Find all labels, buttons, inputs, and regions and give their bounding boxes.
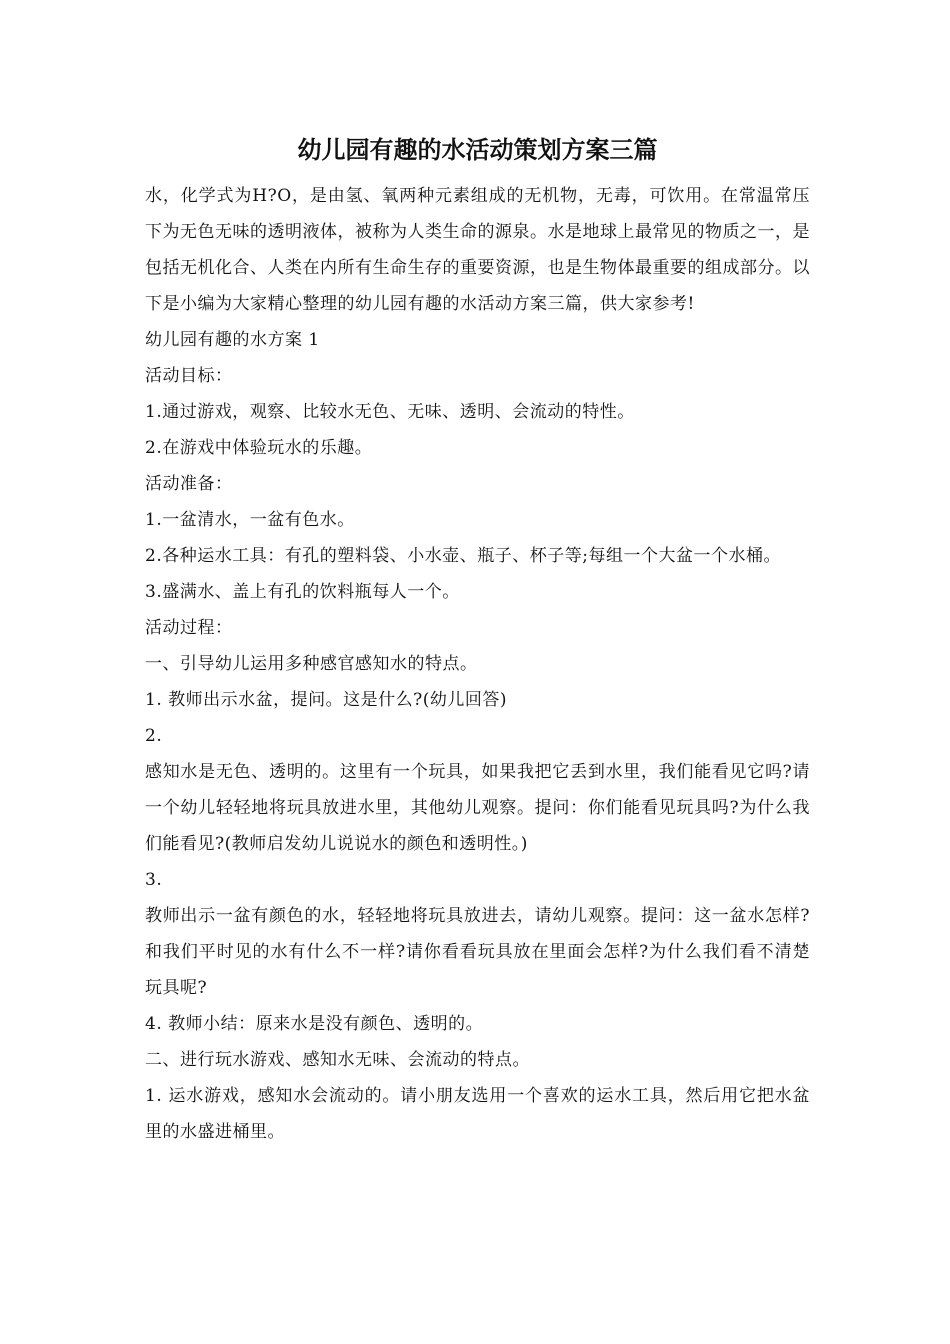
paragraph: 1.通过游戏，观察、比较水无色、无味、透明、会流动的特性。 — [145, 402, 635, 422]
paragraph: 3. — [145, 870, 163, 890]
paragraph: 4. 教师小结：原来水是没有颜色、透明的。 — [145, 1014, 484, 1034]
paragraph: 1. 运水游戏，感知水会流动的。请小朋友选用一个喜欢的运水工具，然后用它把水盆里的水盛进桶里。 — [145, 1086, 810, 1142]
paragraph: 2.在游戏中体验玩水的乐趣。 — [145, 438, 373, 458]
paragraph: 2.各种运水工具：有孔的塑料袋、小水壶、瓶子、杯子等;每组一个大盆一个水桶。 — [145, 546, 781, 566]
paragraph: 一、引导幼儿运用多种感官感知水的特点。 — [145, 654, 478, 674]
paragraph: 感知水是无色、透明的。这里有一个玩具，如果我把它丢到水里，我们能看见它吗?请一个幼儿轻轻地将玩具放进水里，其他幼儿观察。提问：你们能看见玩具吗?为什么我们能看见?(教师启发幼儿说说水的颜色和透明性。) — [145, 762, 810, 854]
paragraph: 幼儿园有趣的水方案 1 — [145, 330, 320, 350]
paragraph: 活动过程： — [145, 618, 233, 638]
paragraph: 教师出示一盆有颜色的水，轻轻地将玩具放进去，请幼儿观察。提问：这一盆水怎样?和我们平时见的水有什么不一样?请你看看玩具放在里面会怎样?为什么我们看不清楚玩具呢? — [145, 906, 810, 998]
document-body — [145, 178, 810, 1150]
paragraph: 2. — [145, 726, 163, 746]
paragraph: 3.盛满水、盖上有孔的饮料瓶每人一个。 — [145, 582, 460, 602]
paragraph: 活动目标： — [145, 366, 233, 386]
paragraph: 二、进行玩水游戏、感知水无味、会流动的特点。 — [145, 1050, 530, 1070]
paragraph: 活动准备： — [145, 474, 233, 494]
document-page — [145, 128, 810, 1150]
paragraph: 水，化学式为H?O，是由氢、氧两种元素组成的无机物，无毒，可饮用。在常温常压下为无色无味的透明液体，被称为人类生命的源泉。水是地球上最常见的物质之一，是包括无机化合、人类在内所有生命生存的重要资源，也是生物体最重要的组成部分。以下是小编为大家精心整理的幼儿园有趣的水活动方案三篇，供大家参考! — [145, 186, 810, 314]
document-title: 幼儿园有趣的水活动策划方案三篇 — [297, 135, 658, 164]
paragraph: 1. 教师出示水盆，提问。这是什么?(幼儿回答) — [145, 690, 508, 710]
paragraph: 1.一盆清水，一盆有色水。 — [145, 510, 355, 530]
